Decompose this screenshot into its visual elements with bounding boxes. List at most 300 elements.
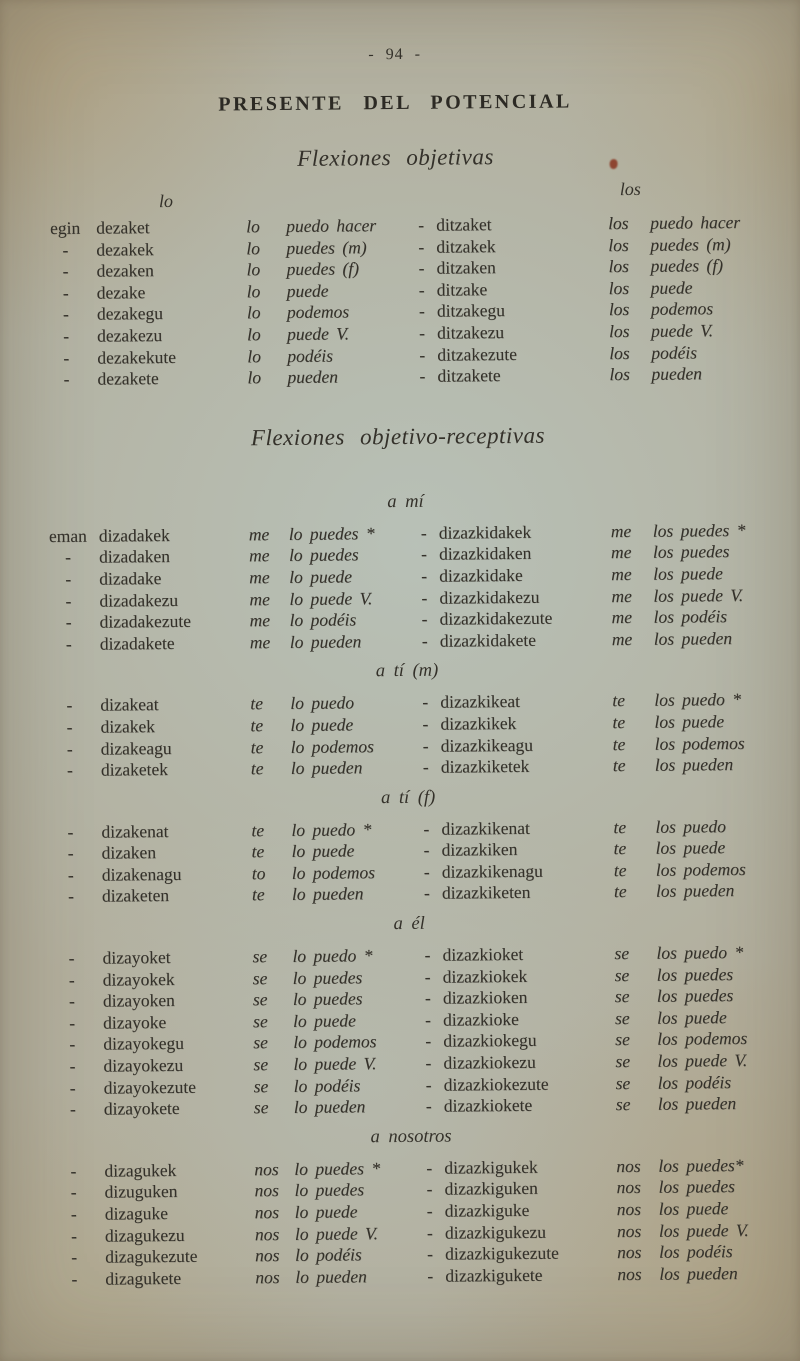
page-number: - 94 - xyxy=(368,45,422,64)
translation-plural: los podemos xyxy=(654,732,745,754)
translation-singular: lo puedes xyxy=(292,966,363,988)
basque-plural: dizazkiokezu xyxy=(443,1051,536,1073)
pronoun-plural: se xyxy=(615,1051,631,1072)
translation-singular: lo puede V. xyxy=(293,1053,377,1074)
pronoun-singular: se xyxy=(252,946,268,967)
basque-plural: ditzaken xyxy=(436,257,496,278)
basque-singular: dizayokezu xyxy=(103,1054,184,1076)
pronoun-singular: se xyxy=(252,967,268,988)
translation-singular: lo puede V. xyxy=(294,1222,378,1244)
pronoun-singular: se xyxy=(252,989,268,1010)
translation-plural: los puede xyxy=(656,1007,727,1028)
verb-stem: - xyxy=(65,547,72,568)
basque-singular: dizayokek xyxy=(102,968,175,990)
translation-plural: los puede xyxy=(653,563,723,584)
pronoun-singular: me xyxy=(248,545,270,566)
basque-plural: dizazkioken xyxy=(442,987,528,1008)
verb-stem: - xyxy=(70,1225,77,1246)
pronoun-plural: se xyxy=(614,943,630,964)
basque-plural: dizazkigukezu xyxy=(444,1221,547,1243)
dash: - xyxy=(424,987,431,1009)
basque-plural: dizazkiokezute xyxy=(443,1073,549,1095)
basque-singular: dezakezu xyxy=(97,325,163,346)
verb-stem: - xyxy=(63,347,70,368)
dash: - xyxy=(418,214,425,235)
pronoun-singular: lo xyxy=(246,216,260,237)
translation-singular: lo puede xyxy=(292,1010,356,1031)
basque-singular: dizuguken xyxy=(104,1181,178,1203)
translation-plural: los puedo * xyxy=(656,942,744,963)
translation-plural: los podemos xyxy=(655,858,746,880)
pronoun-singular: te xyxy=(251,819,265,840)
pronoun-singular: lo xyxy=(246,280,261,302)
pronoun-singular: te xyxy=(251,884,265,905)
dash: - xyxy=(426,1157,433,1178)
dash: - xyxy=(418,301,425,322)
verb-stem: - xyxy=(69,1099,76,1120)
translation-singular: puedes (f) xyxy=(286,258,360,280)
translation-singular: puedes (m) xyxy=(286,236,367,258)
column-headers xyxy=(0,178,796,215)
verb-stem: - xyxy=(62,282,69,303)
translation-plural: puedes (f) xyxy=(650,255,724,276)
translation-singular: lo pueden xyxy=(289,631,362,652)
verb-stem: - xyxy=(66,759,73,781)
translation-singular: lo pueden xyxy=(290,757,363,779)
translation-singular: lo puedo xyxy=(290,692,355,714)
pronoun-singular: lo xyxy=(246,302,261,323)
basque-singular: dizaguke xyxy=(104,1203,169,1224)
translation-singular: lo pueden xyxy=(293,1096,366,1118)
basque-plural: dizazkiguke xyxy=(444,1199,530,1221)
translation-plural: los puedes* xyxy=(658,1154,744,1176)
dash: - xyxy=(419,344,426,365)
dash: - xyxy=(419,365,426,386)
dash: - xyxy=(421,587,428,608)
basque-plural: dizazkikeagu xyxy=(440,734,534,756)
translation-plural: podemos xyxy=(650,298,714,320)
basque-singular: dizagukete xyxy=(105,1267,182,1289)
pronoun-singular: nos xyxy=(254,1223,280,1244)
translation-plural: los podéis xyxy=(659,1241,733,1262)
basque-plural: dizazkidakek xyxy=(438,521,532,543)
verb-stem: - xyxy=(63,325,70,346)
pronoun-singular: te xyxy=(250,758,264,779)
verb-stem: - xyxy=(71,1268,78,1289)
pronoun-plural: nos xyxy=(617,1242,642,1263)
basque-singular: dizadake xyxy=(99,568,162,589)
basque-plural: ditzakegu xyxy=(436,300,506,322)
pronoun-plural: me xyxy=(611,607,633,628)
translation-plural: los puede V. xyxy=(658,1219,749,1241)
conjugation-table xyxy=(0,689,800,782)
translation-plural: los puedes xyxy=(658,1176,736,1198)
dash: - xyxy=(425,1031,432,1052)
translation-plural: los podemos xyxy=(657,1028,748,1050)
dash: - xyxy=(422,756,429,777)
pronoun-plural: se xyxy=(614,964,630,985)
pronoun-singular: lo xyxy=(246,259,261,280)
pronoun-singular: se xyxy=(253,1011,268,1032)
dash: - xyxy=(426,1222,433,1243)
basque-plural: ditzaket xyxy=(436,214,492,235)
pronoun-plural: te xyxy=(613,859,627,881)
basque-singular: dezake xyxy=(96,281,146,303)
dash: - xyxy=(421,608,428,629)
basque-plural: ditzakezu xyxy=(436,322,505,343)
translation-singular: lo puede xyxy=(289,566,353,587)
translation-singular: lo puedes * xyxy=(294,1158,381,1179)
dash: - xyxy=(424,966,431,987)
pronoun-singular: lo xyxy=(247,345,261,366)
translation-singular: lo puede xyxy=(290,714,354,735)
basque-plural: dizazkikek xyxy=(440,712,517,734)
basque-plural: dizazkigukete xyxy=(445,1264,543,1286)
basque-plural: ditzakek xyxy=(436,235,496,257)
basque-plural: dizazkioket xyxy=(442,943,524,965)
basque-plural: ditzakete xyxy=(437,365,501,386)
translation-plural: los puedes xyxy=(652,541,730,563)
conjugation-table xyxy=(0,519,800,656)
translation-singular: puede xyxy=(286,280,329,301)
translation-singular: puedo hacer xyxy=(286,215,377,236)
dash: - xyxy=(425,1074,432,1095)
translation-plural: los podéis xyxy=(653,606,728,627)
basque-singular: dezakekute xyxy=(97,346,177,368)
pronoun-plural: me xyxy=(611,585,632,606)
flexiones-receptivas-sections xyxy=(0,488,800,1291)
pronoun-plural: se xyxy=(614,1007,630,1028)
basque-plural: dizazkiketen xyxy=(441,882,531,904)
basque-singular: dizaken xyxy=(101,842,157,863)
translation-singular: lo pueden xyxy=(291,883,364,905)
pronoun-plural: nos xyxy=(616,1155,641,1176)
verb-stem: - xyxy=(69,1077,76,1098)
pronoun-plural: se xyxy=(614,986,630,1007)
pronoun-plural: me xyxy=(610,542,632,563)
basque-singular: dizadaken xyxy=(98,546,171,567)
pronoun-singular: lo xyxy=(246,237,261,258)
pronoun-plural: nos xyxy=(616,1177,641,1198)
pronoun-plural: te xyxy=(613,881,627,902)
pronoun-singular: nos xyxy=(254,1180,279,1201)
pronoun-singular: nos xyxy=(255,1266,280,1288)
pronoun-singular: se xyxy=(253,1075,269,1096)
basque-singular: dezaken xyxy=(96,260,154,281)
dash: - xyxy=(423,818,430,839)
dash: - xyxy=(422,692,429,713)
translation-plural: los pueden xyxy=(657,1093,737,1114)
translation-plural: los pueden xyxy=(653,627,733,649)
basque-singular: dizaketek xyxy=(100,759,169,780)
basque-plural: dizazkigukezute xyxy=(445,1242,559,1264)
pronoun-singular: te xyxy=(251,841,265,862)
basque-plural: dizazkidaken xyxy=(438,543,532,564)
basque-singular: dezakek xyxy=(96,238,154,260)
basque-singular: dizayoken xyxy=(102,990,175,1011)
basque-plural: dizazkikeat xyxy=(440,691,521,712)
basque-plural: dizazkioke xyxy=(442,1008,519,1030)
verb-stem: - xyxy=(67,821,74,842)
group-heading: a tí (f) xyxy=(380,787,436,808)
verb-stem: - xyxy=(65,568,72,589)
basque-singular: dizadakete xyxy=(99,632,175,654)
translation-singular: lo podemos xyxy=(291,862,376,883)
basque-singular: dizagukezu xyxy=(104,1224,185,1246)
translation-plural: podéis xyxy=(651,341,698,363)
translation-plural: pueden xyxy=(651,363,703,384)
dash: - xyxy=(422,713,429,734)
translation-plural: los pueden xyxy=(654,754,734,775)
dash: - xyxy=(418,322,426,343)
page-content xyxy=(0,43,800,1291)
verb-stem: - xyxy=(69,1012,76,1033)
translation-plural: los puede V. xyxy=(653,584,744,606)
pronoun-singular: te xyxy=(250,693,264,714)
verb-stem: - xyxy=(67,886,74,907)
basque-plural: dizazkiketek xyxy=(440,755,530,777)
basque-plural: ditzakezute xyxy=(437,343,518,365)
dash: - xyxy=(425,1052,432,1073)
verb-stem: - xyxy=(65,633,72,654)
translation-plural: los puedes xyxy=(656,963,734,985)
dash: - xyxy=(424,944,431,965)
pronoun-plural: me xyxy=(611,563,632,585)
pronoun-plural: me xyxy=(610,520,632,541)
translation-singular: lo podéis xyxy=(293,1074,361,1096)
pronoun-plural: nos xyxy=(616,1198,642,1220)
translation-singular: podemos xyxy=(286,301,350,323)
section-title-receptivas: Flexiones objetivo-receptivas xyxy=(250,422,546,451)
pronoun-plural: nos xyxy=(616,1220,642,1241)
pronoun-plural: los xyxy=(608,212,629,234)
basque-singular: dezakete xyxy=(97,368,159,389)
verb-stem: - xyxy=(67,864,74,885)
page-title: PRESENTE DEL POTENCIAL xyxy=(218,90,572,116)
pronoun-plural: se xyxy=(615,1029,630,1050)
pronoun-plural: te xyxy=(612,733,626,754)
translation-plural: los puede xyxy=(654,711,725,732)
basque-singular: dizakenagu xyxy=(101,863,182,885)
basque-singular: dizayokegu xyxy=(103,1033,185,1055)
basque-plural: dizazkiokete xyxy=(443,1095,533,1116)
translation-singular: lo puedes * xyxy=(288,522,375,544)
pronoun-plural: los xyxy=(609,364,630,385)
basque-plural: dizazkidakezu xyxy=(439,586,540,608)
basque-singular: dizayokezute xyxy=(103,1076,197,1098)
basque-plural: dizazkikenat xyxy=(441,817,530,839)
verb-stem: - xyxy=(70,1160,77,1181)
translation-singular: puede V. xyxy=(287,323,350,344)
basque-singular: dizayokete xyxy=(103,1098,180,1119)
pronoun-singular: nos xyxy=(254,1202,280,1223)
translation-singular: lo puedo * xyxy=(291,818,372,840)
dash: - xyxy=(424,1009,431,1030)
basque-singular: dizagukezute xyxy=(105,1245,198,1267)
translation-plural: los puedes * xyxy=(652,519,746,541)
pronoun-singular: se xyxy=(253,1097,269,1118)
pronoun-plural: nos xyxy=(617,1263,642,1284)
dash: - xyxy=(426,1200,433,1221)
translation-singular: pueden xyxy=(287,366,339,388)
pronoun-plural: los xyxy=(608,256,630,277)
basque-singular: dizadakek xyxy=(98,524,170,546)
translation-plural: puedes (m) xyxy=(650,233,731,255)
group-heading: a nosotros xyxy=(370,1126,452,1148)
dash: - xyxy=(421,565,428,586)
verb-stem: - xyxy=(71,1247,78,1268)
dash: - xyxy=(420,522,427,543)
translation-singular: lo podemos xyxy=(293,1031,377,1053)
verb-stem: - xyxy=(68,947,75,968)
translation-singular: podéis xyxy=(287,345,334,366)
translation-plural: los pueden xyxy=(659,1262,738,1284)
verb-stem: - xyxy=(69,1055,76,1076)
basque-singular: dizadakezu xyxy=(99,589,179,611)
column-header-singular: lo xyxy=(158,190,174,212)
dash: - xyxy=(420,544,427,565)
flexiones-objetivas-table xyxy=(0,212,798,392)
translation-singular: lo puede xyxy=(294,1201,358,1222)
basque-plural: dizazkiokegu xyxy=(443,1030,537,1052)
translation-plural: los puedo xyxy=(655,815,727,837)
pronoun-plural: se xyxy=(615,1072,631,1093)
basque-singular: dizagukek xyxy=(104,1159,177,1181)
verb-stem: - xyxy=(66,738,73,759)
basque-plural: ditzake xyxy=(436,279,488,300)
translation-singular: lo puedes xyxy=(292,988,363,1010)
verb-stem: - xyxy=(63,369,70,390)
dash: - xyxy=(418,279,425,300)
group-heading: a tí (m) xyxy=(375,660,439,682)
pronoun-plural: te xyxy=(612,690,626,711)
section-title-objetivas: Flexiones objetivas xyxy=(297,144,495,171)
dash: - xyxy=(418,236,425,257)
dash: - xyxy=(421,630,428,651)
pronoun-singular: me xyxy=(249,631,271,653)
group-heading: a mí xyxy=(387,491,424,512)
translation-singular: lo puede xyxy=(291,840,355,862)
basque-singular: dezakegu xyxy=(96,303,164,325)
basque-plural: dizazkiguken xyxy=(444,1178,538,1200)
verb-stem: - xyxy=(62,304,69,325)
pronoun-plural: se xyxy=(615,1094,631,1115)
pronoun-plural: te xyxy=(612,755,626,776)
translation-singular: lo podemos xyxy=(290,735,374,757)
pronoun-plural: los xyxy=(608,299,630,320)
basque-singular: dezaket xyxy=(96,217,150,238)
dash: - xyxy=(423,883,430,904)
verb-stem: - xyxy=(69,1034,76,1055)
basque-plural: dizazkiken xyxy=(441,839,518,860)
basque-singular: dizakeagu xyxy=(100,737,172,759)
basque-singular: dizakenat xyxy=(101,820,169,842)
conjugation-table xyxy=(2,942,800,1122)
pronoun-singular: te xyxy=(250,715,264,736)
dash: - xyxy=(423,840,430,861)
dash: - xyxy=(422,735,429,756)
verb-stem: egin xyxy=(49,217,81,239)
verb-stem: - xyxy=(65,590,72,611)
dash: - xyxy=(427,1243,434,1264)
dash: - xyxy=(427,1265,434,1286)
translation-singular: lo pueden xyxy=(295,1266,367,1287)
dash: - xyxy=(425,1095,432,1117)
pronoun-singular: me xyxy=(248,523,270,545)
basque-plural: dizazkidakezute xyxy=(439,607,553,629)
translation-plural: los puede V. xyxy=(657,1050,748,1071)
translation-plural: los puede xyxy=(658,1198,729,1219)
pronoun-singular: se xyxy=(253,1032,268,1053)
pronoun-singular: nos xyxy=(254,1158,279,1180)
pronoun-plural: los xyxy=(608,277,630,298)
pronoun-singular: me xyxy=(249,610,271,631)
translation-plural: los pueden xyxy=(655,880,735,902)
translation-singular: lo puedes xyxy=(294,1179,365,1201)
verb-stem: - xyxy=(68,991,75,1012)
pronoun-plural: te xyxy=(612,711,626,733)
pronoun-plural: los xyxy=(608,320,630,342)
verb-stem: eman xyxy=(48,525,87,546)
basque-plural: dizazkidakete xyxy=(439,629,537,651)
translation-singular: lo puedes xyxy=(288,544,359,566)
translation-plural: los puede xyxy=(655,837,726,859)
verb-stem: - xyxy=(70,1203,77,1224)
pronoun-singular: te xyxy=(250,736,264,757)
pronoun-singular: me xyxy=(249,567,270,588)
conjugation-table xyxy=(1,815,800,908)
verb-stem: - xyxy=(62,261,69,282)
pronoun-singular: se xyxy=(253,1054,269,1075)
translation-singular: lo podéis xyxy=(295,1244,362,1266)
group-heading: a él xyxy=(393,913,425,935)
basque-plural: dizazkidake xyxy=(439,564,523,586)
pronoun-plural: los xyxy=(609,342,630,363)
verb-stem: - xyxy=(66,695,73,716)
basque-plural: dizazkikenagu xyxy=(441,860,543,882)
basque-singular: dizakek xyxy=(100,716,156,737)
translation-plural: puede V. xyxy=(650,320,714,341)
basque-singular: dizakeat xyxy=(100,694,159,715)
column-header-plural: los xyxy=(619,178,641,200)
translation-singular: lo puedo * xyxy=(292,945,373,967)
pronoun-singular: lo xyxy=(247,367,262,388)
basque-singular: dizaketen xyxy=(101,885,170,907)
basque-singular: dizayoket xyxy=(102,947,171,968)
dash: - xyxy=(418,257,425,279)
verb-stem: - xyxy=(70,1182,77,1203)
verb-stem: - xyxy=(68,969,75,990)
translation-plural: puede xyxy=(650,277,693,298)
translation-singular: lo podéis xyxy=(289,609,357,631)
basque-singular: dizayoke xyxy=(103,1011,167,1033)
basque-plural: dizazkigukek xyxy=(444,1156,538,1178)
pronoun-plural: los xyxy=(608,234,629,255)
pronoun-plural: me xyxy=(611,628,633,649)
translation-plural: los podéis xyxy=(657,1071,732,1093)
pronoun-plural: te xyxy=(613,838,627,859)
translation-plural: los puedo * xyxy=(654,689,742,711)
pronoun-singular: nos xyxy=(255,1245,280,1266)
dash: - xyxy=(426,1179,433,1200)
verb-stem: - xyxy=(67,843,74,864)
basque-plural: dizazkiokek xyxy=(442,965,528,987)
translation-singular: lo puede V. xyxy=(289,587,373,609)
verb-stem: - xyxy=(62,239,69,260)
verb-stem: - xyxy=(65,611,72,633)
translation-plural: los puedes xyxy=(656,985,734,1007)
verb-stem: - xyxy=(66,716,73,737)
